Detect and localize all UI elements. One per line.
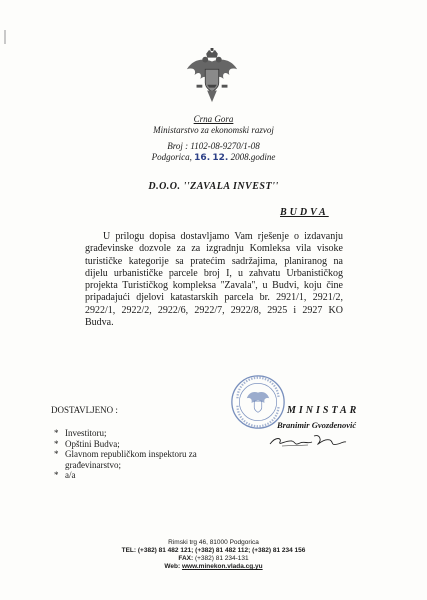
bullet: * [54,470,59,480]
handwritten-signature-icon [268,432,348,450]
signatory-name: Branimir Gvozdenović [277,420,357,430]
date-month: 12. [212,153,229,163]
list-item: * Glavnom republičkom inspektoru za građevinarstvo; [54,449,197,470]
ministry-name: Ministarstvo za ekonomski razvoj [153,125,274,135]
recipient-city: BUDVA [280,207,329,218]
list-item: * a/a [54,470,76,480]
distribution-label: DOSTAVLJENO : [51,405,118,415]
distribution-list [51,428,225,481]
bullet: * [54,438,59,449]
letterhead-footer [0,539,427,571]
bullet: * [54,428,59,438]
date-day: 16. [194,153,211,163]
list-item: * Investitoru; [54,428,107,438]
date-suffix: 2008.godine [230,152,276,162]
country-name: Crna Gora [193,114,234,124]
recipient-company: D.O.O. ''ZAVALA INVEST'' [148,181,279,192]
reference-number: Broj : 1102-08-9270/1-08 [167,141,260,151]
date-prefix: Podgorica, [151,152,192,162]
footer-web: Web: www.minekon.vlada.cg.yu [164,563,263,570]
footer-fax: FAX: (+382) 81 234-131 [178,555,249,562]
coat-of-arms-icon [183,48,241,106]
footer-tel: TEL: (+382) 81 482 121; (+382) 81 482 112; (+382) 81 234 156 [121,547,306,554]
letter-body: U prilogu dopisa dostavljamo Vam rješenje o izdavanju građevinske dozvole za za izgradnju Komleksa vila visoke turističke kategorije sa pratećim sadržajima, planiranog na dijelu urbanističke parcele broj I, u zahvatu Urbanističkog projekta Turističkog kompleksa ''Zavala'', u Budvi, koju čine pripadajući djelovi katastarskih parcela br. 2921/1, 2921/2, 2922/1, 2922/2, 2922/6, 2922/7, 2922/8, 2925 i 2927 KO Budva. [85,231,343,329]
list-item: * Opštini Budva; [54,438,120,449]
website-link[interactable]: www.minekon.vlada.cg.yu [181,563,263,570]
bullet: * [54,449,59,459]
scan-edge-mark [4,30,6,44]
letter-date [0,152,427,164]
signatory-title: MINISTAR [287,405,360,416]
footer-address: Rimski trg 46, 81000 Podgorica [168,539,259,546]
